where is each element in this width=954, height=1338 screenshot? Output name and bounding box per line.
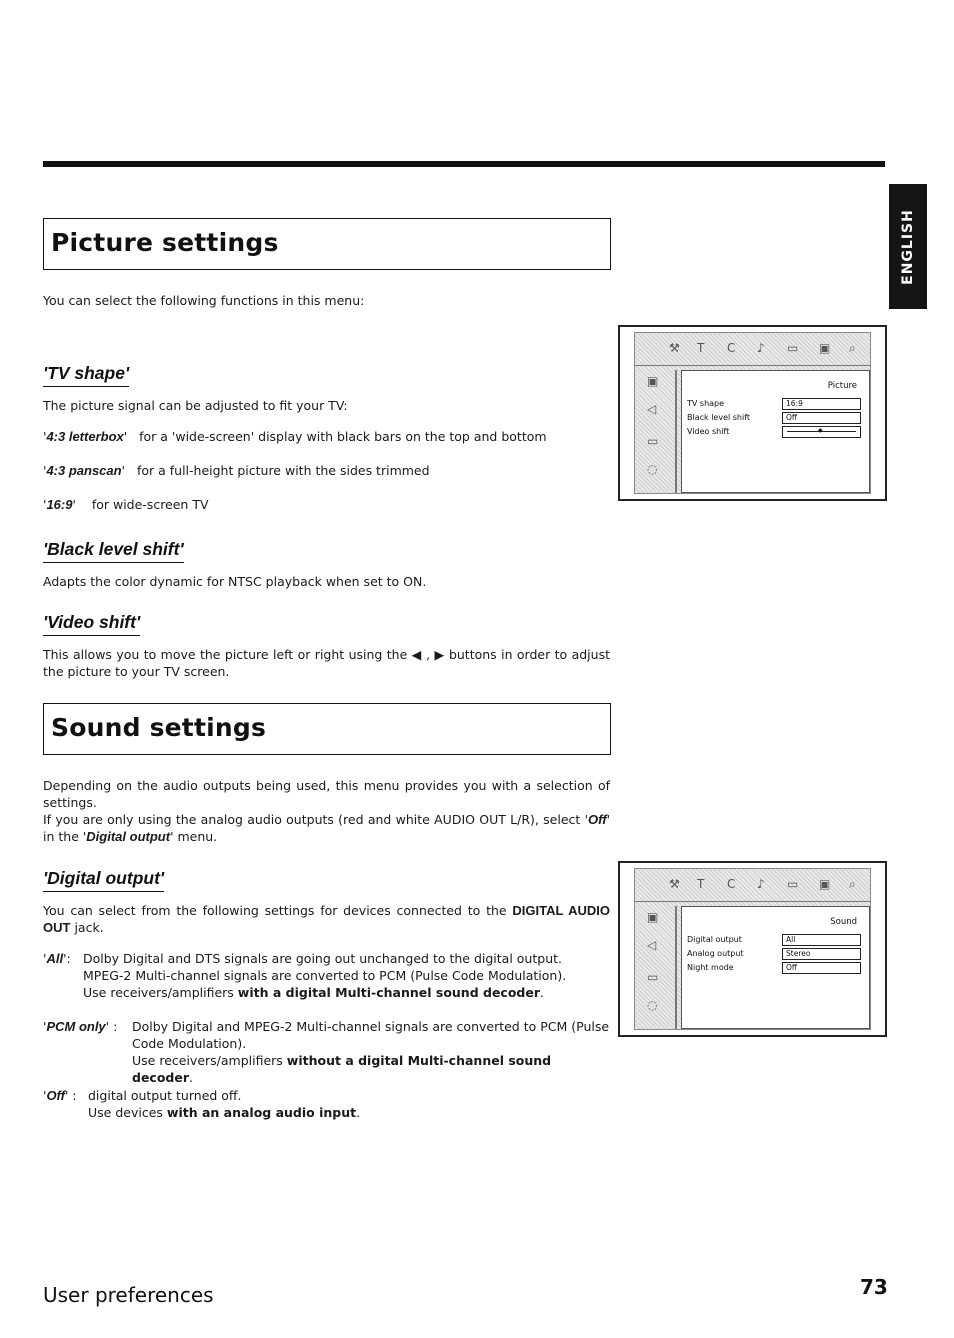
sound-menu-screenshot bbox=[618, 861, 887, 1037]
menu-row-value: All bbox=[782, 934, 861, 946]
chapter-icon: C bbox=[727, 341, 736, 355]
digital-output-heading: 'Digital output' bbox=[43, 868, 164, 892]
menu-row-value: Off bbox=[782, 412, 861, 424]
title-icon: T bbox=[697, 341, 705, 355]
option-off-desc: digital output turned off. Use devices with an analog audio input. bbox=[88, 1088, 361, 1120]
speaker-icon: ◁ bbox=[647, 938, 657, 952]
zoom-icon: ⌕ bbox=[849, 877, 856, 891]
picture-icon: ▣ bbox=[647, 910, 659, 924]
menu-row-label: Digital output bbox=[687, 935, 742, 944]
video-shift-heading: 'Video shift' bbox=[43, 612, 140, 636]
subtitle-icon: ▭ bbox=[787, 341, 799, 355]
tools-icon: ⚒ bbox=[669, 877, 680, 891]
picture-icon: ▣ bbox=[647, 374, 659, 388]
black-level-heading: 'Black level shift' bbox=[43, 539, 184, 563]
option-pcm-desc: Dolby Digital and MPEG-2 Multi-channel signals are converted to PCM (Pulse Code Modulation). Use receivers/amplifiers without a digital Multi-channel sound decoder. bbox=[132, 1019, 610, 1085]
section-title: Sound settings bbox=[51, 713, 267, 742]
camera-icon: ▣ bbox=[819, 877, 831, 891]
features-icon: ◌ bbox=[647, 998, 658, 1012]
footer-section-name: User preferences bbox=[43, 1283, 214, 1307]
menu-icon-bar bbox=[635, 333, 870, 366]
menu-row-value: Off bbox=[782, 962, 861, 974]
picture-intro: You can select the following functions in this menu: bbox=[43, 293, 365, 308]
digital-output-desc: You can select from the following settings for devices connected to the DIGITAL AUDIO OUT jack. bbox=[43, 903, 610, 935]
language-tab bbox=[889, 184, 927, 309]
option-pcm-name: 'PCM only' : bbox=[43, 1019, 118, 1034]
menu-row-label: Night mode bbox=[687, 963, 734, 972]
section-title: Picture settings bbox=[51, 228, 279, 257]
menu-side-bar bbox=[635, 906, 677, 1029]
option-all-desc: Dolby Digital and DTS signals are going out unchanged to the digital output. MPEG-2 Multi-channel signals are converted to PCM (Pulse Code Modulation). Use receivers/amplifiers with a digital Multi-channel sound decoder. bbox=[83, 951, 567, 1000]
menu-icon-bar bbox=[635, 869, 870, 902]
audio-icon: ♪ bbox=[757, 341, 765, 355]
menu-side-bar bbox=[635, 370, 677, 493]
menu-title: Picture bbox=[827, 381, 857, 391]
menu-title: Sound bbox=[830, 917, 857, 927]
black-level-desc: Adapts the color dynamic for NTSC playback when set to ON. bbox=[43, 574, 427, 589]
speaker-icon: ◁ bbox=[647, 402, 657, 416]
tv-shape-heading: 'TV shape' bbox=[43, 363, 129, 387]
video-shift-slider: ◆ bbox=[782, 426, 861, 438]
top-rule bbox=[43, 161, 885, 167]
language-icon: ▭ bbox=[647, 434, 659, 448]
language-icon: ▭ bbox=[647, 970, 659, 984]
sound-intro: Depending on the audio outputs being used, this menu provides you with a selection of settings. If you are only using the analog audio outputs (red and white AUDIO OUT L/R), select 'Off' in the 'Digital output' menu. bbox=[43, 778, 610, 844]
features-icon: ◌ bbox=[647, 462, 658, 476]
menu-row-label: Video shift bbox=[687, 427, 730, 436]
audio-icon: ♪ bbox=[757, 877, 765, 891]
sound-settings-header bbox=[43, 703, 611, 755]
title-icon: T bbox=[697, 877, 705, 891]
menu-row-value: Stereo bbox=[782, 948, 861, 960]
zoom-icon: ⌕ bbox=[849, 341, 856, 355]
language-label: ENGLISH bbox=[900, 208, 916, 285]
subtitle-icon: ▭ bbox=[787, 877, 799, 891]
video-shift-desc: This allows you to move the picture left or right using the ◀ , ▶ buttons in order to adjust the picture to your TV screen. bbox=[43, 647, 610, 679]
menu-panel bbox=[681, 370, 870, 493]
tv-shape-option-letterbox: '4:3 letterbox' for a 'wide-screen' display with black bars on the top and bottom bbox=[43, 429, 547, 444]
option-off-name: 'Off' : bbox=[43, 1088, 77, 1103]
menu-row-label: Analog output bbox=[687, 949, 744, 958]
menu-row-label: Black level shift bbox=[687, 413, 751, 422]
menu-panel bbox=[681, 906, 870, 1029]
picture-settings-header bbox=[43, 218, 611, 270]
camera-icon: ▣ bbox=[819, 341, 831, 355]
page-number: 73 bbox=[860, 1275, 888, 1299]
menu-row-value: 16:9 bbox=[782, 398, 861, 410]
chapter-icon: C bbox=[727, 877, 736, 891]
tv-shape-desc: The picture signal can be adjusted to fit your TV: bbox=[43, 398, 348, 413]
option-all-name: 'All': bbox=[43, 951, 71, 966]
tv-shape-option-169: '16:9' for wide-screen TV bbox=[43, 497, 209, 512]
tools-icon: ⚒ bbox=[669, 341, 680, 355]
menu-row-label: TV shape bbox=[687, 399, 725, 408]
tv-shape-option-panscan: '4:3 panscan' for a full-height picture with the sides trimmed bbox=[43, 463, 430, 478]
picture-menu-screenshot bbox=[618, 325, 887, 501]
